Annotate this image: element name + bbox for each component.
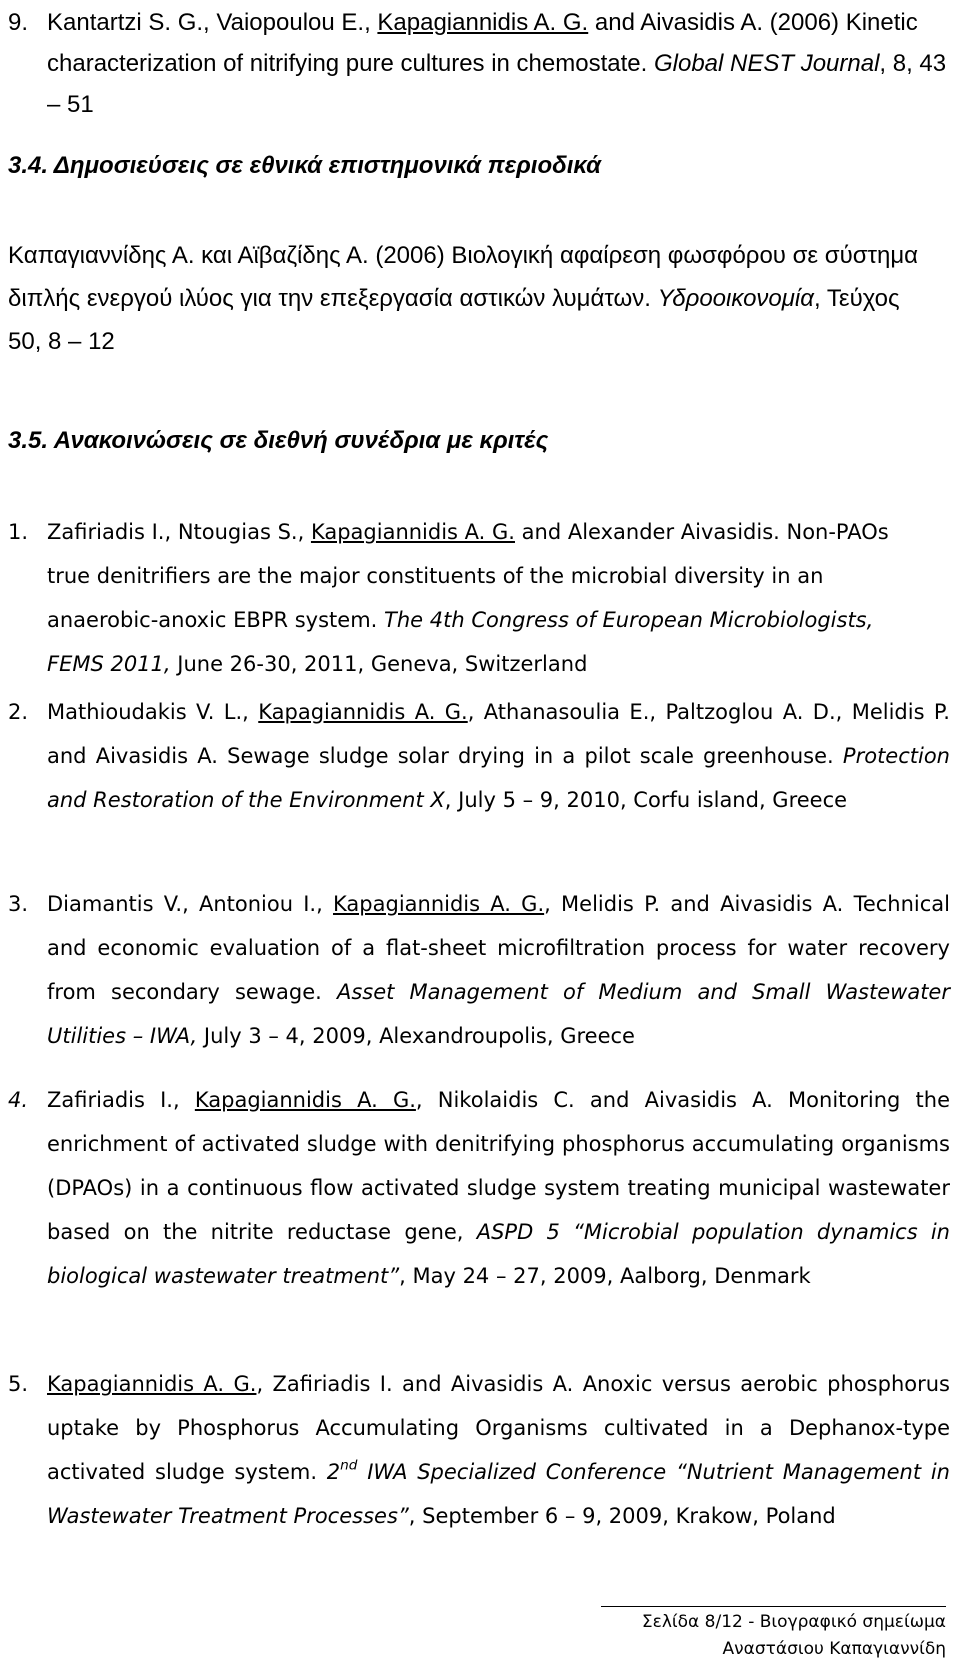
authors: Zafiriadis I., Ntougias S., (47, 520, 311, 544)
reference-text (47, 2, 952, 125)
item-text (47, 510, 897, 686)
item-number: 4. (8, 1088, 29, 1112)
citation-tail: , May 24 – 27, 2009, Aalborg, Denmark (399, 1264, 811, 1288)
authors-rest: and Aivasidis A. (2006) Kinetic characterization of nitrifying pure cultures in chemostate. (47, 9, 918, 77)
authors-underlined: Kapagiannidis A. G. (377, 9, 589, 36)
authors: Diamantis V., Antoniou I., (47, 892, 334, 916)
authors-underlined: Kapagiannidis A. G. (258, 700, 468, 724)
citation-tail: , 8, 43 – 51 (47, 50, 947, 118)
authors-underlined: Kapagiannidis A. G. (47, 1372, 257, 1396)
journal-name: Global NEST Journal (653, 50, 880, 77)
reference-body: Καπαγιαννίδης Α. και Αϊβαζίδης Α. (2006) Βιολογική αφαίρεση φωσφόρου σε σύστημα διπλής ενεργού ιλύος για την επεξεργασία αστικών λυμάτων. (8, 242, 919, 312)
citation-tail: , Τεύχος 50, 8 – 12 (8, 285, 900, 355)
citation-tail: July 3 – 4, 2009, Alexandroupolis, Greece (197, 1024, 635, 1048)
item-text (47, 1078, 950, 1298)
venue: IWA Specialized Conference “Nutrient Management in Wastewater Treatment Processes” (47, 1460, 950, 1528)
item-text (47, 882, 950, 1058)
citation-tail: June 26-30, 2011, Geneva, Switzerland (170, 652, 588, 676)
item-number: 3. (8, 892, 29, 916)
authors: Kantartzi S. G., Vaiopoulou E., (47, 9, 378, 36)
page-footer (642, 1609, 946, 1663)
authors-rest: , Nikolaidis C. and Aivasidis A. Monitoring the enrichment of activated sludge with denitrifying phosphorus accumulating organisms (DPAOs) in a continuous flow activated sludge system treating municipal wastewater based on the nitrite reductase gene, (47, 1088, 950, 1244)
citation-tail: , September 6 – 9, 2009, Krakow, Poland (408, 1504, 836, 1528)
authors-rest: , Zafiriadis I. and Aivasidis A. Anoxic versus aerobic phosphorus uptake by Phosphorus Accumulating Organisms cultivated in a Dephanox-type activated sludge system. (47, 1372, 950, 1484)
footer-author-name: Αναστάσιου Καπαγιαννίδη (722, 1639, 946, 1659)
authors: Zafiriadis I., (47, 1088, 195, 1112)
footer-page-label: Σελίδα 8/12 - Βιογραφικό σημείωμα (641, 1612, 946, 1632)
reference-number: 9. (8, 9, 29, 36)
venue-number: 2 (326, 1460, 341, 1484)
section-heading-3-5: 3.5. Ανακοινώσεις σε διεθνή συνέδρια με κριτές (8, 427, 549, 454)
venue: ASPD 5 “Microbial population dynamics in biological wastewater treatment” (47, 1220, 950, 1288)
authors-rest: , Athanasoulia E., Paltzoglou A. D., Melidis P. and Aivasidis A. Sewage sludge solar drying in a pilot scale greenhouse. (47, 700, 950, 768)
authors-rest: , Melidis P. and Aivasidis A. Technical and economic evaluation of a flat-sheet microfiltration process for water recovery from secondary sewage. (47, 892, 950, 1004)
citation-tail: , July 5 – 9, 2010, Corfu island, Greece (444, 788, 848, 812)
item-text (47, 690, 950, 822)
venue: Protection and Restoration of the Environment X (47, 744, 950, 812)
authors-rest: and Alexander Aivasidis. Non-PAOs true denitrifiers are the major constituents of the microbial diversity in an anaerobic-anoxic EBPR system. (47, 520, 889, 632)
journal-name: Υδροοικονομία (657, 285, 814, 312)
authors-underlined: Kapagiannidis A. G. (310, 520, 515, 544)
item-text (47, 1362, 950, 1538)
venue: Asset Management of Medium and Small Wastewater Utilities – IWA, (47, 980, 950, 1048)
footer-divider (601, 1606, 946, 1607)
item-number: 5. (8, 1372, 29, 1396)
venue-ordinal: nd (340, 1457, 358, 1474)
authors: Mathioudakis V. L., (47, 700, 259, 724)
authors-underlined: Kapagiannidis A. G. (194, 1088, 416, 1112)
section-heading-3-4: 3.4. Δημοσιεύσεις σε εθνικά επιστημονικά περιοδικά (8, 152, 601, 179)
venue: The 4th Congress of European Microbiologists, FEMS 2011, (47, 608, 874, 676)
item-number: 1. (8, 520, 29, 544)
authors-underlined: Kapagiannidis A. G. (333, 892, 545, 916)
item-number: 2. (8, 700, 29, 724)
reference-text (8, 234, 928, 363)
